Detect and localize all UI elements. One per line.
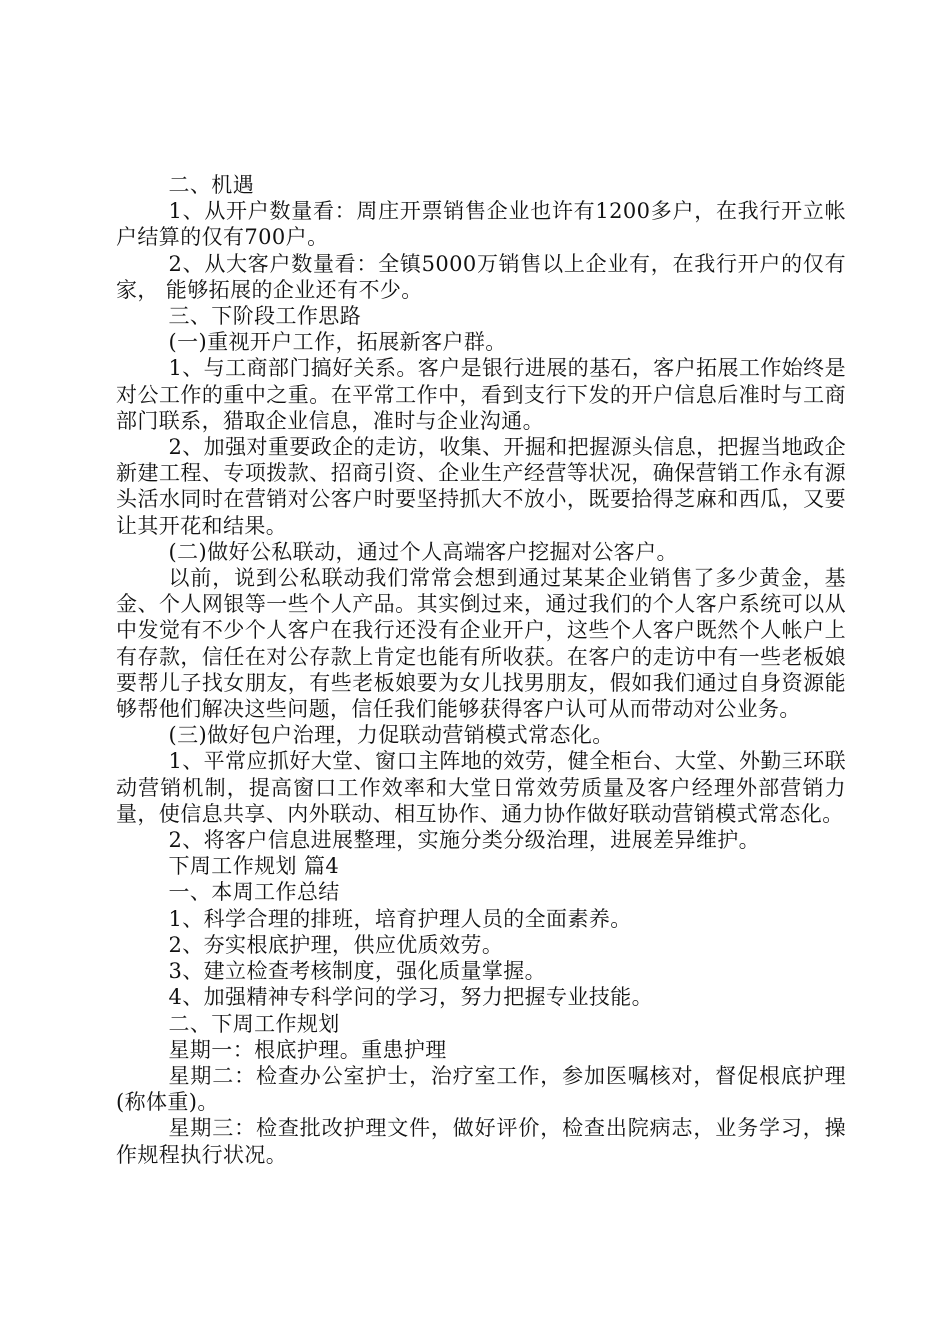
section-heading-plan: 二、下周工作规划: [168, 1011, 340, 1036]
subsection-heading: (二)做好公私联动，通过个人高端客户挖掘对公客户。: [168, 539, 678, 564]
subsection-heading: (一)重视开户工作，拓展新客户群。: [168, 330, 507, 355]
paragraph: 2、将客户信息进展整理，实施分类分级治理，进展差异维护。: [168, 828, 761, 853]
section-heading-next-stage: 三、下阶段工作思路: [168, 304, 362, 329]
section-heading-summary: 一、本周工作总结: [168, 880, 340, 905]
paragraph: 1、与工商部门搞好关系。客户是银行进展的基石，客户拓展工作始终是对公工作的重中之重。在平常工作中，看到支行下发的开户信息后准时与工商部门联系，猎取企业信息，准时与企业沟通。: [116, 356, 846, 433]
document-body: [116, 172, 846, 1168]
section-heading-opportunity: 二、机遇: [168, 173, 255, 197]
schedule-item-tuesday: 星期二：检查办公室护士，治疗室工作，参加医嘱核对，督促根底护理(称体重)。: [116, 1063, 846, 1115]
article-title: 下周工作规划 篇4: [168, 854, 340, 879]
schedule-item-monday: 星期一：根底护理。重患护理: [168, 1037, 447, 1062]
paragraph: 以前，说到公私联动我们常常会想到通过某某企业销售了多少黄金，基金、个人网银等一些个人产品。其实倒过来，通过我们的个人客户系统可以从中发觉有不少个人客户在我行还没有企业开户，这些个人客户既然个人帐户上有存款，信任在对公存款上肯定也能有所收获。在客户的走访中有一些老板娘要帮儿子找女朋友，有些老板娘要为女儿找男朋友，假如我们通过自身资源能够帮他们解决这些问题，信任我们能够获得客户认可从而带动对公业务。: [116, 566, 846, 722]
list-item: 2、夯实根底护理，供应优质效劳。: [168, 932, 504, 957]
schedule-item-wednesday: 星期三：检查批改护理文件，做好评价，检查出院病志，业务学习，操作规程执行状况。: [116, 1116, 846, 1167]
subsection-heading: (三)做好包户治理，力促联动营销模式常态化。: [168, 723, 614, 748]
list-item: 1、科学合理的排班，培育护理人员的全面素养。: [168, 906, 632, 931]
paragraph: 1、从开户数量看：周庄开票销售企业也许有1200多户，在我行开立帐户结算的仅有700户。: [116, 199, 846, 250]
paragraph: 2、加强对重要政企的走访，收集、开掘和把握源头信息，把握当地政企新建工程、专项拨款、招商引资、企业生产经营等状况，确保营销工作永有源头活水同时在营销对公客户时要坚持抓大不放小，既要拾得芝麻和西瓜，又要让其开花和结果。: [116, 435, 846, 538]
paragraph: 1、平常应抓好大堂、窗口主阵地的效劳，健全柜台、大堂、外勤三环联动营销机制，提高窗口工作效率和大堂日常效劳质量及客户经理外部营销力量，使信息共享、内外联动、相互协作、通力协作做好联动营销模式常态化。: [116, 749, 846, 826]
list-item: 3、建立检查考核制度，强化质量掌握。: [168, 959, 547, 984]
list-item: 4、加强精神专科学问的学习，努力把握专业技能。: [168, 985, 654, 1010]
paragraph: 2、从大客户数量看：全镇5000万销售以上企业有，在我行开户的仅有 家， 能够拓展的企业还有不少。: [116, 251, 846, 302]
